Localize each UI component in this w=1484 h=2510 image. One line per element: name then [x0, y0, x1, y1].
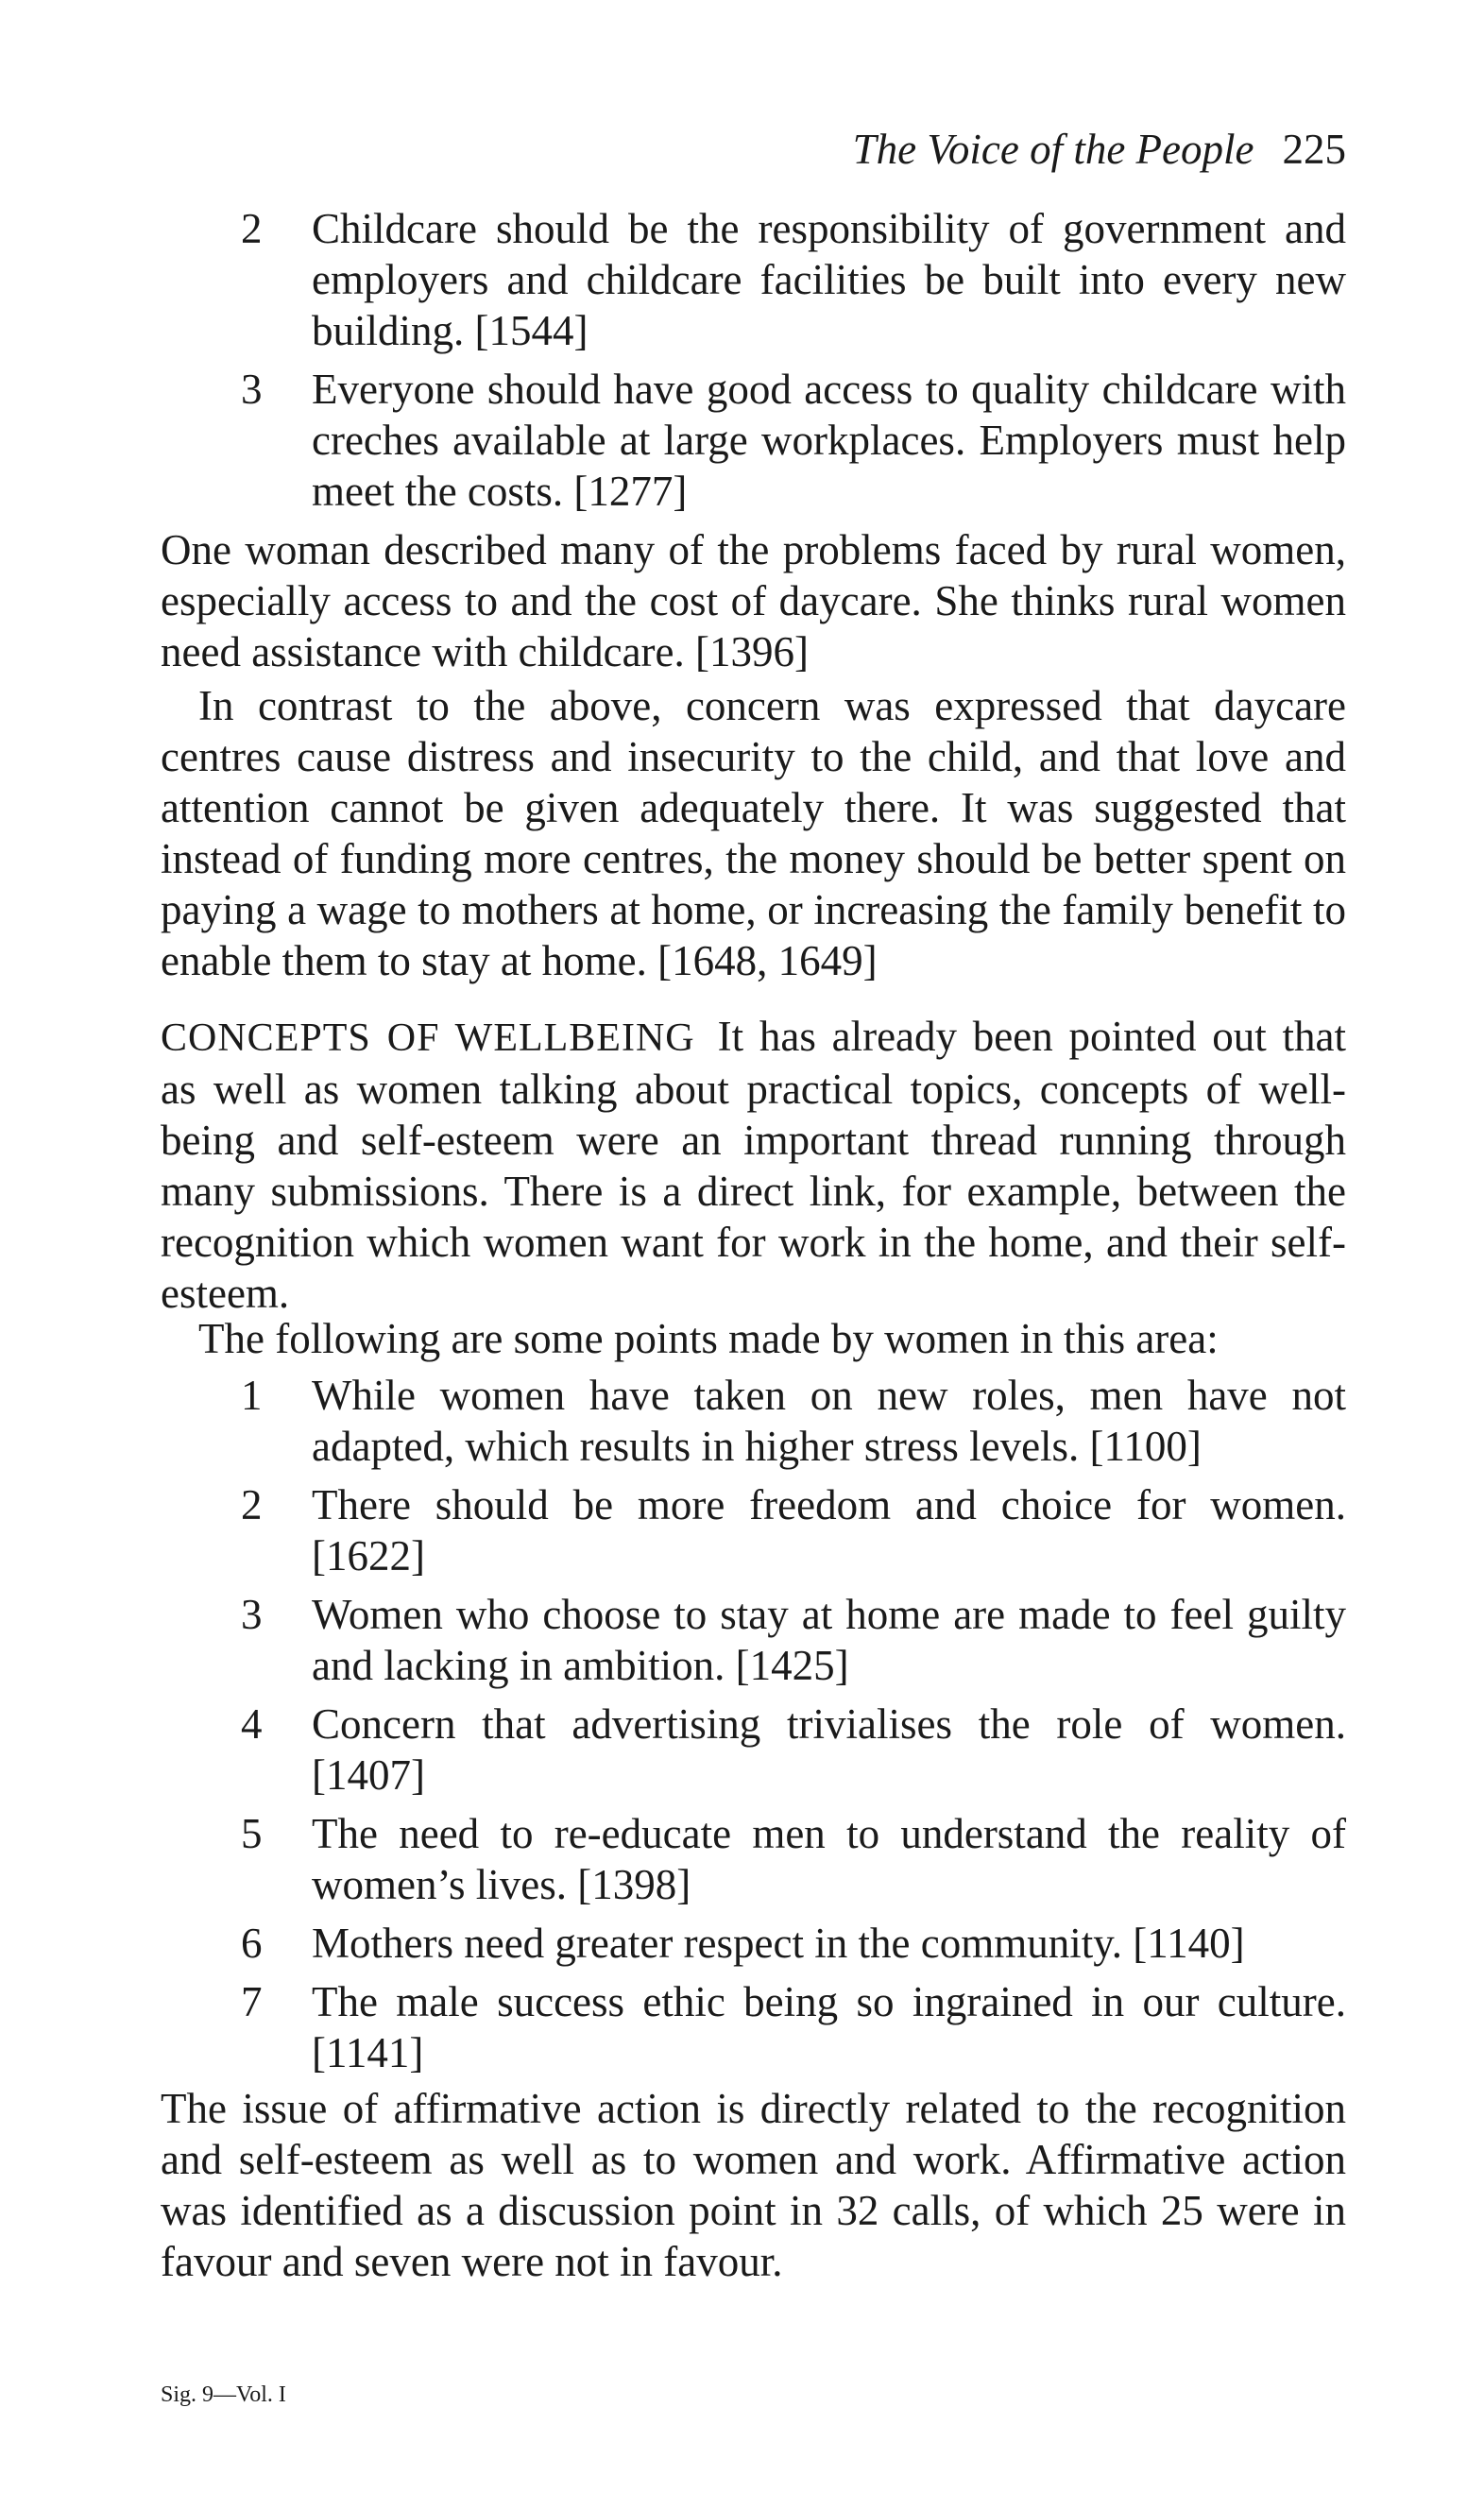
list-item [161, 1699, 1346, 1801]
list-item-text: Concern that advertising trivialises the role of women. [1407] [312, 1700, 1346, 1799]
list-item-number: 1 [241, 1372, 263, 1419]
paragraph-following-points [161, 1313, 1346, 1364]
signature-mark: Sig. 9—Vol. I [161, 2382, 286, 2407]
list-item-text: Childcare should be the responsibility of government and employers and childcare facilities be built into every new building. [1544] [312, 205, 1346, 354]
list-item-number: 2 [241, 205, 263, 252]
list-item [161, 1808, 1346, 1910]
list-item [161, 1589, 1346, 1691]
section-concepts-of-wellbeing [161, 1011, 1346, 1319]
list-item-text: While women have taken on new roles, men have not adapted, which results in higher stress levels. [1100] [312, 1372, 1346, 1470]
running-title: The Voice of the People [852, 126, 1254, 173]
page-number: 225 [1282, 126, 1346, 173]
list-item-number: 7 [241, 1978, 263, 2025]
wellbeing-points-list [161, 1370, 1346, 2086]
paragraph-daycare-contrast [161, 680, 1346, 986]
list-item-number: 4 [241, 1700, 263, 1748]
paragraph-text: One woman described many of the problems faced by rural women, especially access to and the cost of daycare. She thinks rural women need assistance with childcare. [1396] [161, 526, 1346, 675]
list-item-text: There should be more freedom and choice for women. [1622] [312, 1481, 1346, 1579]
paragraph-text: The following are some points made by women in this area: [198, 1315, 1219, 1362]
list-item [161, 1918, 1346, 1969]
childcare-list [161, 203, 1346, 524]
list-item-number: 3 [241, 366, 263, 413]
list-item-text: Everyone should have good access to quality childcare with creches available at large workplaces. Employers must help meet the costs. [1277] [312, 366, 1346, 515]
section-body: It has already been pointed out that as well as women talking about practical topics, concepts of well-being and self-esteem were an important thread running through many submissions. There is a direct link, for example, between the recognition which women want for work in the home, and their self-esteem. [161, 1013, 1346, 1317]
list-item-text: Mothers need greater respect in the community. [1140] [312, 1920, 1245, 1967]
paragraph-affirmative-action [161, 2083, 1346, 2287]
list-item-number: 5 [241, 1810, 263, 1857]
list-item [161, 1976, 1346, 2078]
list-item-number: 2 [241, 1481, 263, 1528]
list-item [161, 203, 1346, 356]
list-item [161, 364, 1346, 517]
paragraph-rural-women [161, 524, 1346, 677]
list-item-number: 3 [241, 1591, 263, 1638]
list-item-text: Women who choose to stay at home are made to feel guilty and lacking in ambition. [1425] [312, 1591, 1346, 1689]
list-item [161, 1479, 1346, 1581]
section-heading: CONCEPTS OF WELLBEING [161, 1016, 695, 1060]
paragraph-text: The issue of affirmative action is directly related to the recognition and self-esteem as well as to women and work. Affirmative action was identified as a discussion point in 32 calls, of which 25 were in favour and seven were not in favour. [161, 2085, 1346, 2285]
paragraph-text [161, 1011, 1346, 1319]
list-item-text: The male success ethic being so ingrained in our culture. [1141] [312, 1978, 1346, 2076]
page-header [161, 121, 1346, 178]
list-item [161, 1370, 1346, 1472]
list-item-text: The need to re-educate men to understand the reality of women’s lives. [1398] [312, 1810, 1346, 1908]
list-item-number: 6 [241, 1920, 263, 1967]
paragraph-text: In contrast to the above, concern was expressed that daycare centres cause distress and insecurity to the child, and that love and attention cannot be given adequately there. It was suggested that instead of funding more centres, the money should be better spent on paying a wage to mothers at home, or increasing the family benefit to enable them to stay at home. [1648, 1649] [161, 682, 1346, 984]
